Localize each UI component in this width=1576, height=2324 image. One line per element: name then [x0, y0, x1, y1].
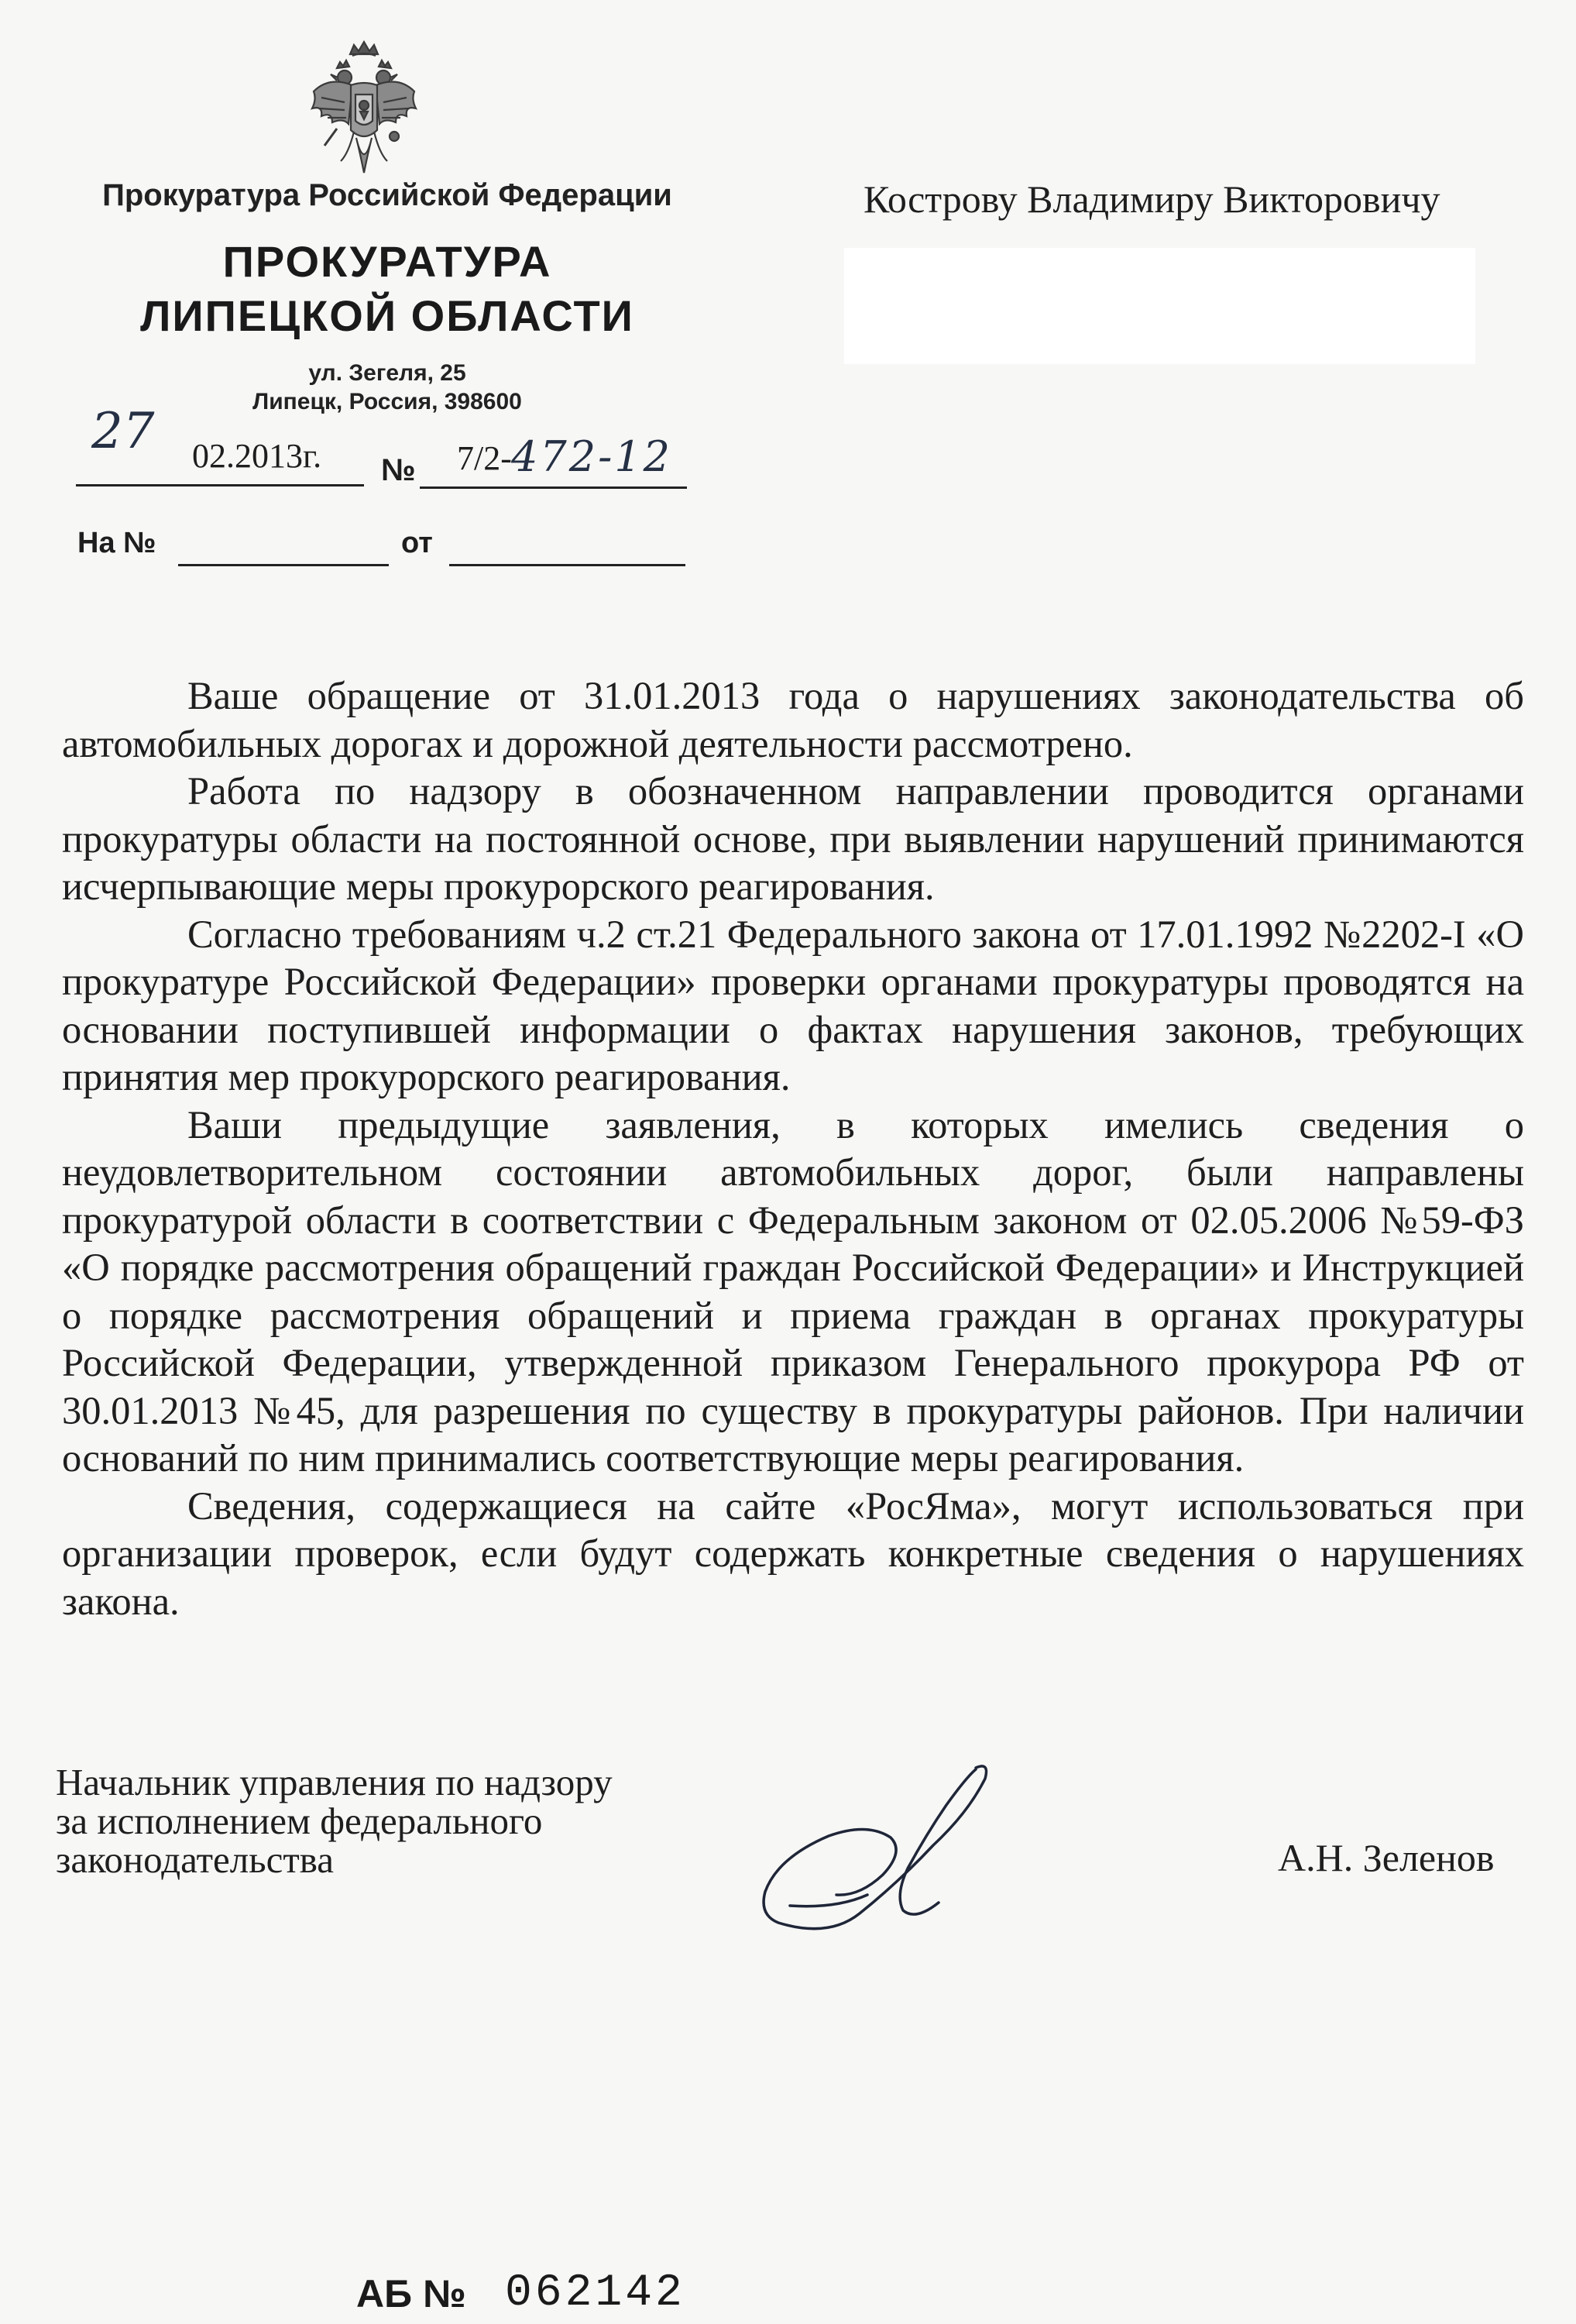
handwritten-signature-icon	[743, 1758, 999, 1937]
signer-title-line2: за исполнением федерального	[56, 1800, 543, 1842]
recipient-name: Кострову Владимиру Викторовичу	[864, 177, 1440, 221]
number-underline	[420, 486, 687, 489]
signer-name: А.Н. Зеленов	[1278, 1836, 1495, 1879]
body-paragraph: Согласно требованиям ч.2 ст.21 Федерального закона от 17.01.1992 №2202-I «О прокуратуре Российской Федерации» проверки органами прокуратуры проводятся на основании поступившей информации о фактах нарушения законов, требующих принятия мер прокурорского реагирования.	[62, 912, 1524, 1098]
signer-title-line3: законодательства	[56, 1838, 335, 1881]
office-address-city: Липецк, Россия, 398600	[252, 389, 522, 414]
reply-to-blank	[178, 564, 389, 566]
form-serial-number: 062142	[505, 2268, 685, 2319]
body-paragraph: Ваши предыдущие заявления, в которых имелись сведения о неудовлетворительном состоянии автомобильных дорог, были направлены прокуратурой области в соответствии с Федеральным законом от 02.05.2006 №59-ФЗ «О порядке рассмотрения обращений граждан Российской Федерации» и Инструкцией о порядке рассмотрения обращений и приема граждан в органах прокуратуры Российской Федерации, утвержденной приказом Генерального прокурора РФ от 30.01.2013 №45, для разрешения по существу в прокуратуры районов. При наличии оснований по ним принимались соответствующие меры реагирования.	[62, 1102, 1524, 1480]
date-underline	[76, 484, 364, 486]
number-sign: №	[381, 453, 416, 487]
redacted-address-block	[844, 248, 1475, 364]
organization-name: Прокуратура Российской Федерации	[102, 178, 672, 212]
russian-coat-of-arms-icon	[306, 37, 422, 184]
letter-date: 02.2013г.	[192, 437, 322, 475]
from-blank	[449, 564, 685, 566]
handwritten-outgoing-number: 472-12	[511, 432, 673, 481]
handwritten-day: 27	[91, 403, 155, 460]
outgoing-number-prefix: 7/2-	[457, 439, 512, 477]
letter-body	[62, 672, 1524, 1625]
body-paragraph: Сведения, содержащиеся на сайте «РосЯма», могут использоваться при организации проверок, если будут содержать конкретные сведения о нарушениях закона.	[62, 1483, 1524, 1623]
reply-to-label: На №	[77, 527, 156, 559]
office-title-line1: ПРОКУРАТУРА	[222, 237, 552, 286]
office-title-line2: ЛИПЕЦКОЙ ОБЛАСТИ	[140, 291, 634, 340]
office-address-street: ул. Зегеля, 25	[308, 360, 466, 386]
form-series-label: АБ №	[356, 2272, 466, 2315]
body-paragraph: Ваше обращение от 31.01.2013 года о нарушениях законодательства об автомобильных дорогах и дорожной деятельности рассмотрено.	[62, 674, 1524, 765]
from-label: от	[401, 527, 433, 559]
body-paragraph: Работа по надзору в обозначенном направлении проводится органами прокуратуры области на постоянной основе, при выявлении нарушений принимаются исчерпывающие меры прокурорского реагирования.	[62, 769, 1524, 908]
signer-title	[56, 1763, 753, 1879]
signer-title-line1: Начальник управления по надзору	[56, 1761, 613, 1803]
